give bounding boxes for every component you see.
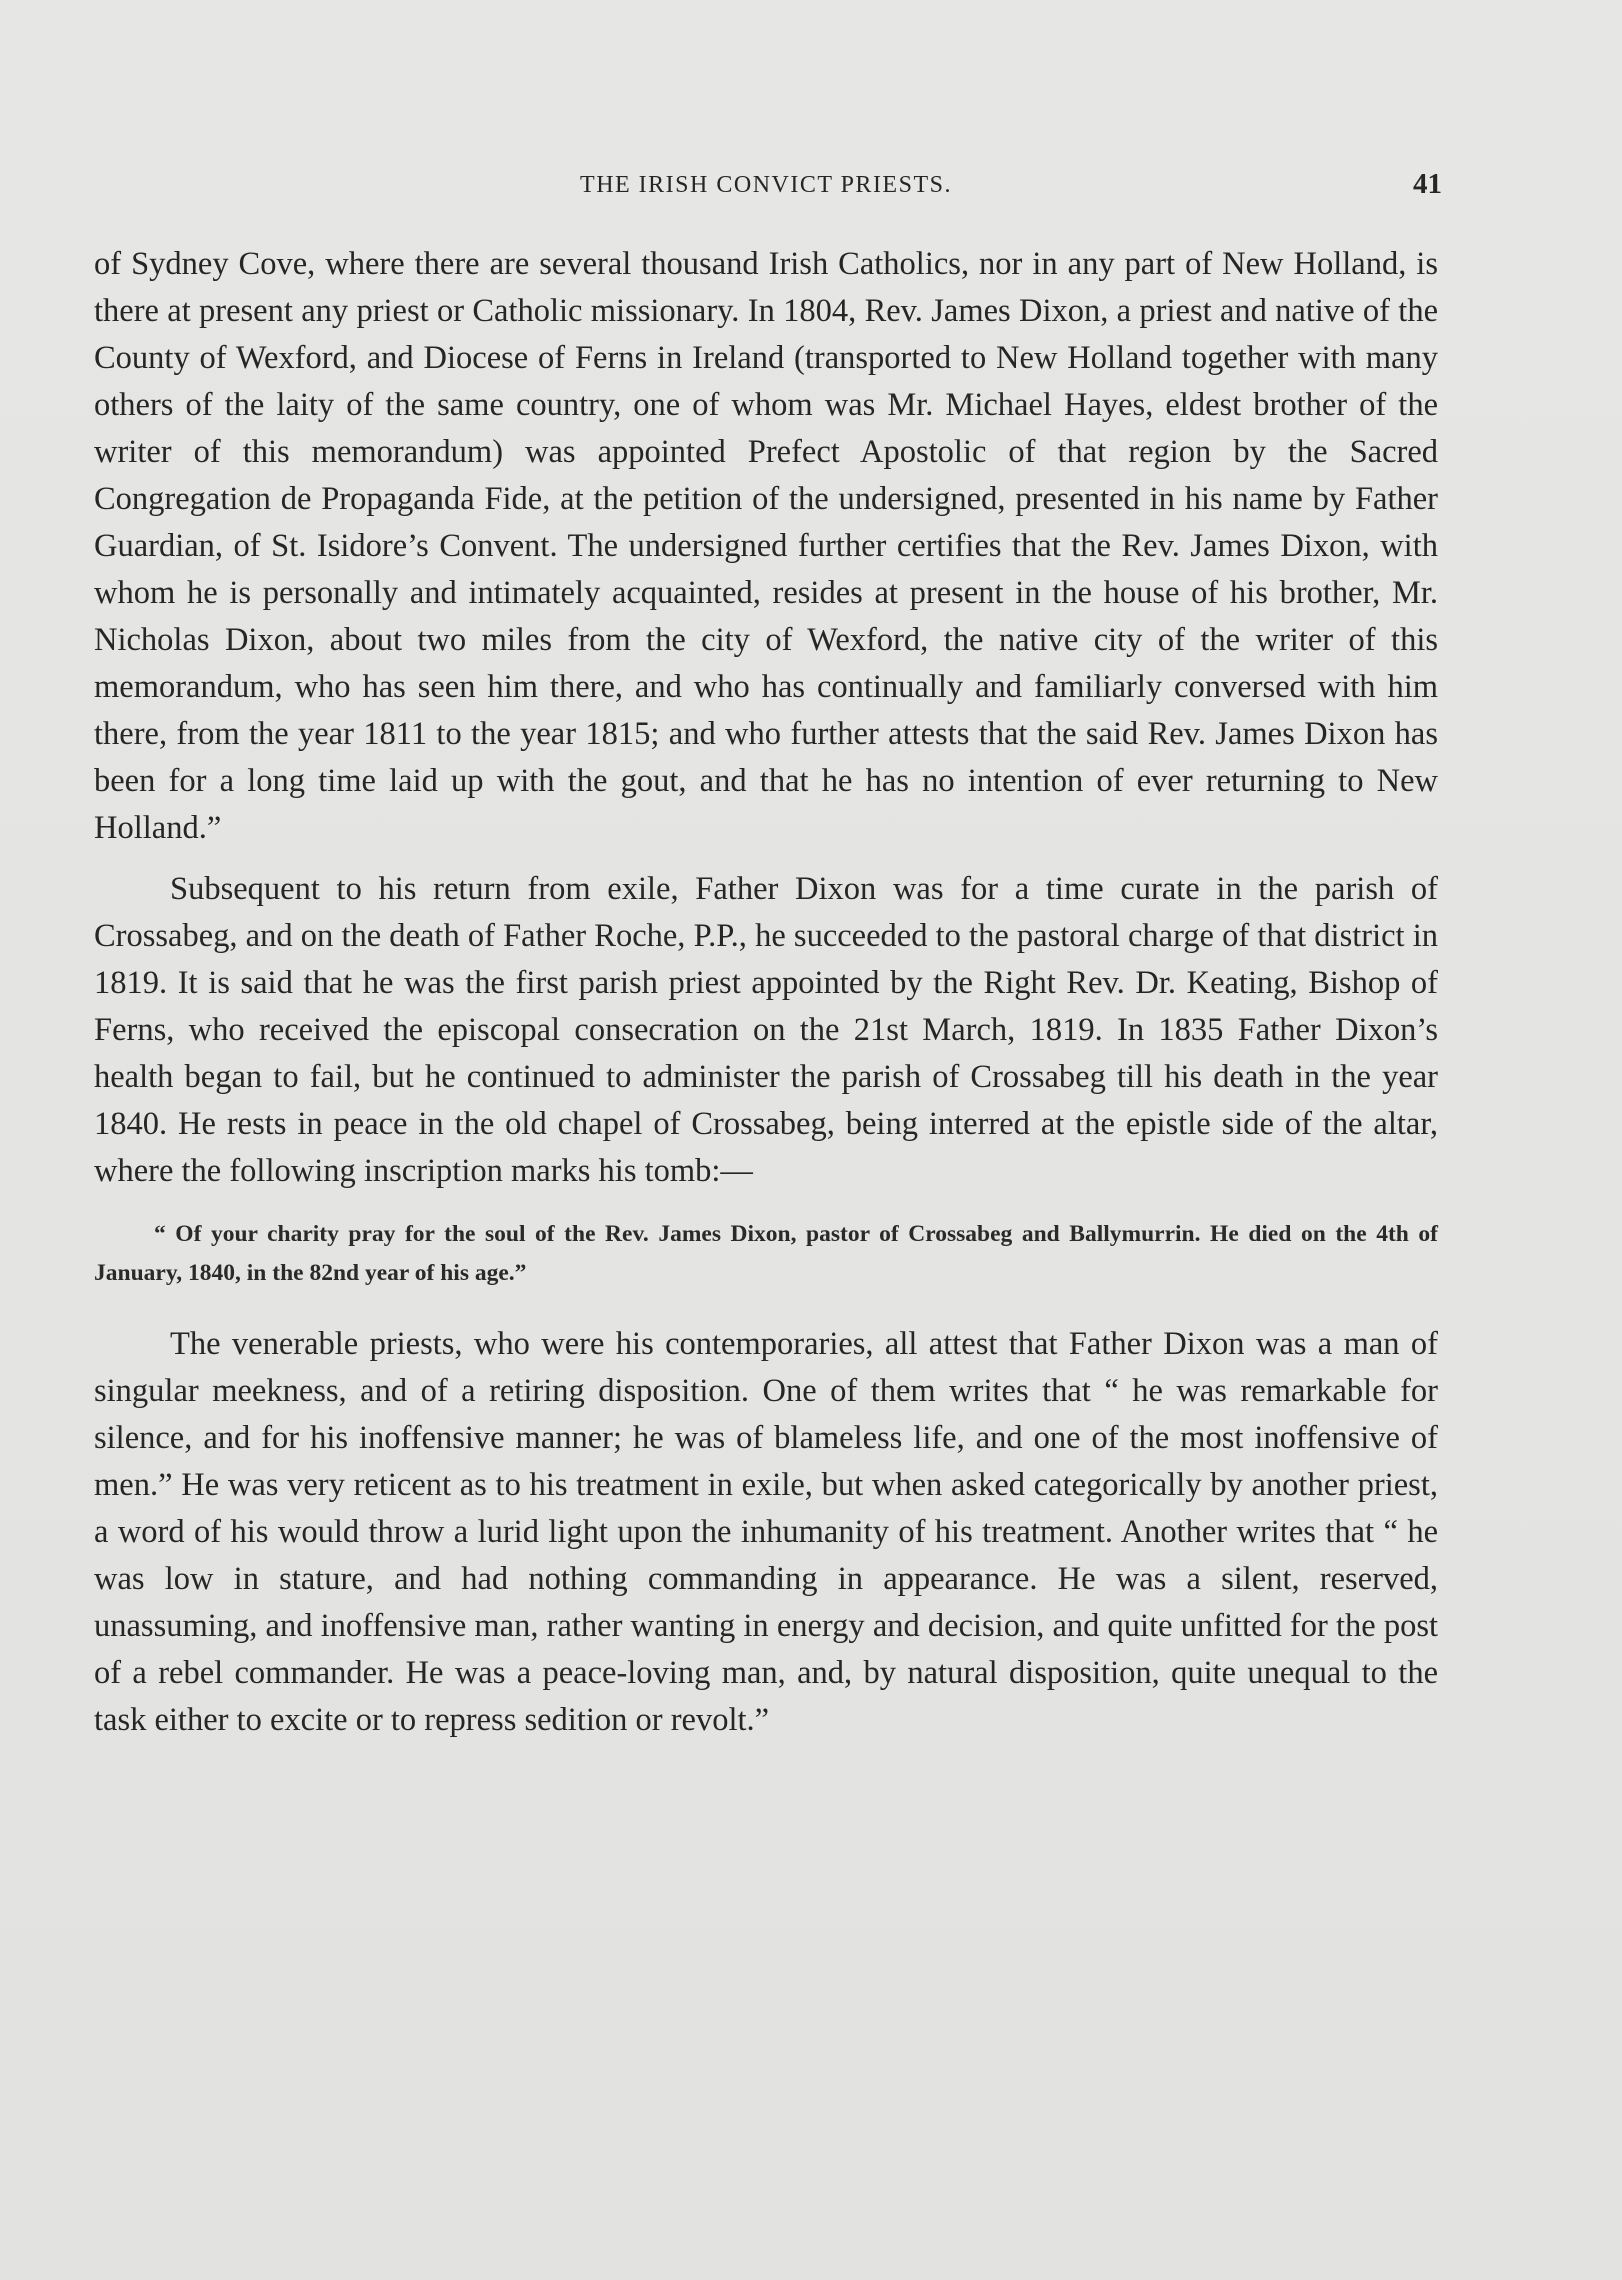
- paragraph-return-from-exile: Subsequent to his return from exile, Father Dixon was for a time curate in the parish of Crossabeg, and on the death of Father Roche, P.P., he succeeded to the pastoral charge of that district in 1819. It is said that he was the first parish priest appointed by the Right Rev. Dr. Keating, Bishop of Ferns, who received the episcopal consecration on the 21st March, 1819. In 1835 Father Dixon’s health began to fail, but he continued to administer the parish of Crossabeg till his death in the year 1840. He rests in peace in the old chapel of Crossabeg, being interred at the epistle side of the altar, where the following inscription marks his tomb:—: [94, 871, 1438, 1189]
- page-number: 41: [1413, 168, 1442, 200]
- tomb-inscription: [94, 1215, 1438, 1293]
- running-head: [0, 168, 1622, 204]
- paragraph-continued: of Sydney Cove, where there are several thousand Irish Catholics, nor in any part of New Holland, is there at present any priest or Catholic missionary. In 1804, Rev. James Dixon, a priest and native of the County of Wexford, and Diocese of Ferns in Ireland (transported to New Holland together with many others of the laity of the same country, one of whom was Mr. Michael Hayes, eldest brother of the writer of this memorandum) was appointed Prefect Apostolic of that region by the Sacred Congregation de Propaganda Fide, at the petition of the undersigned, presented in his name by Father Guardian, of St. Isidore’s Convent. The undersigned further certifies that the Rev. James Dixon, with whom he is personally and intimately acquainted, resides at present in the house of his brother, Mr. Nicholas Dixon, about two miles from the city of Wexford, the native city of the writer of this memorandum, who has seen him there, and who has continually and familiarly conversed with him there, from the year 1811 to the year 1815; and who further attests that the said Rev. James Dixon has been for a long time laid up with the gout, and that he has no intention of ever returning to New Holland.”: [94, 246, 1438, 846]
- inscription-text: “ Of your charity pray for the soul of the Rev. James Dixon, pastor of Crossabeg and Ballymurrin. He died on the 4th of January, 1840, in the 82nd year of his age.”: [94, 1221, 1438, 1286]
- body-text: [94, 241, 1438, 1744]
- paragraph-contemporaries: The venerable priests, who were his contemporaries, all attest that Father Dixon was a man of singular meekness, and of a retiring disposition. One of them writes that “ he was remarkable for silence, and for his inoffensive manner; he was of blameless life, and one of the most inoffensive of men.” He was very reticent as to his treatment in exile, but when asked categorically by another priest, a word of his would throw a lurid light upon the inhumanity of his treatment. Another writes that “ he was low in stature, and had nothing commanding in appearance. He was a silent, reserved, unassuming, and inoffensive man, rather wanting in energy and decision, and quite unfitted for the post of a rebel commander. He was a peace-loving man, and, by natural disposition, quite unequal to the task either to excite or to repress sedition or revolt.”: [94, 1326, 1438, 1738]
- running-title: THE IRISH CONVICT PRIESTS.: [580, 172, 952, 198]
